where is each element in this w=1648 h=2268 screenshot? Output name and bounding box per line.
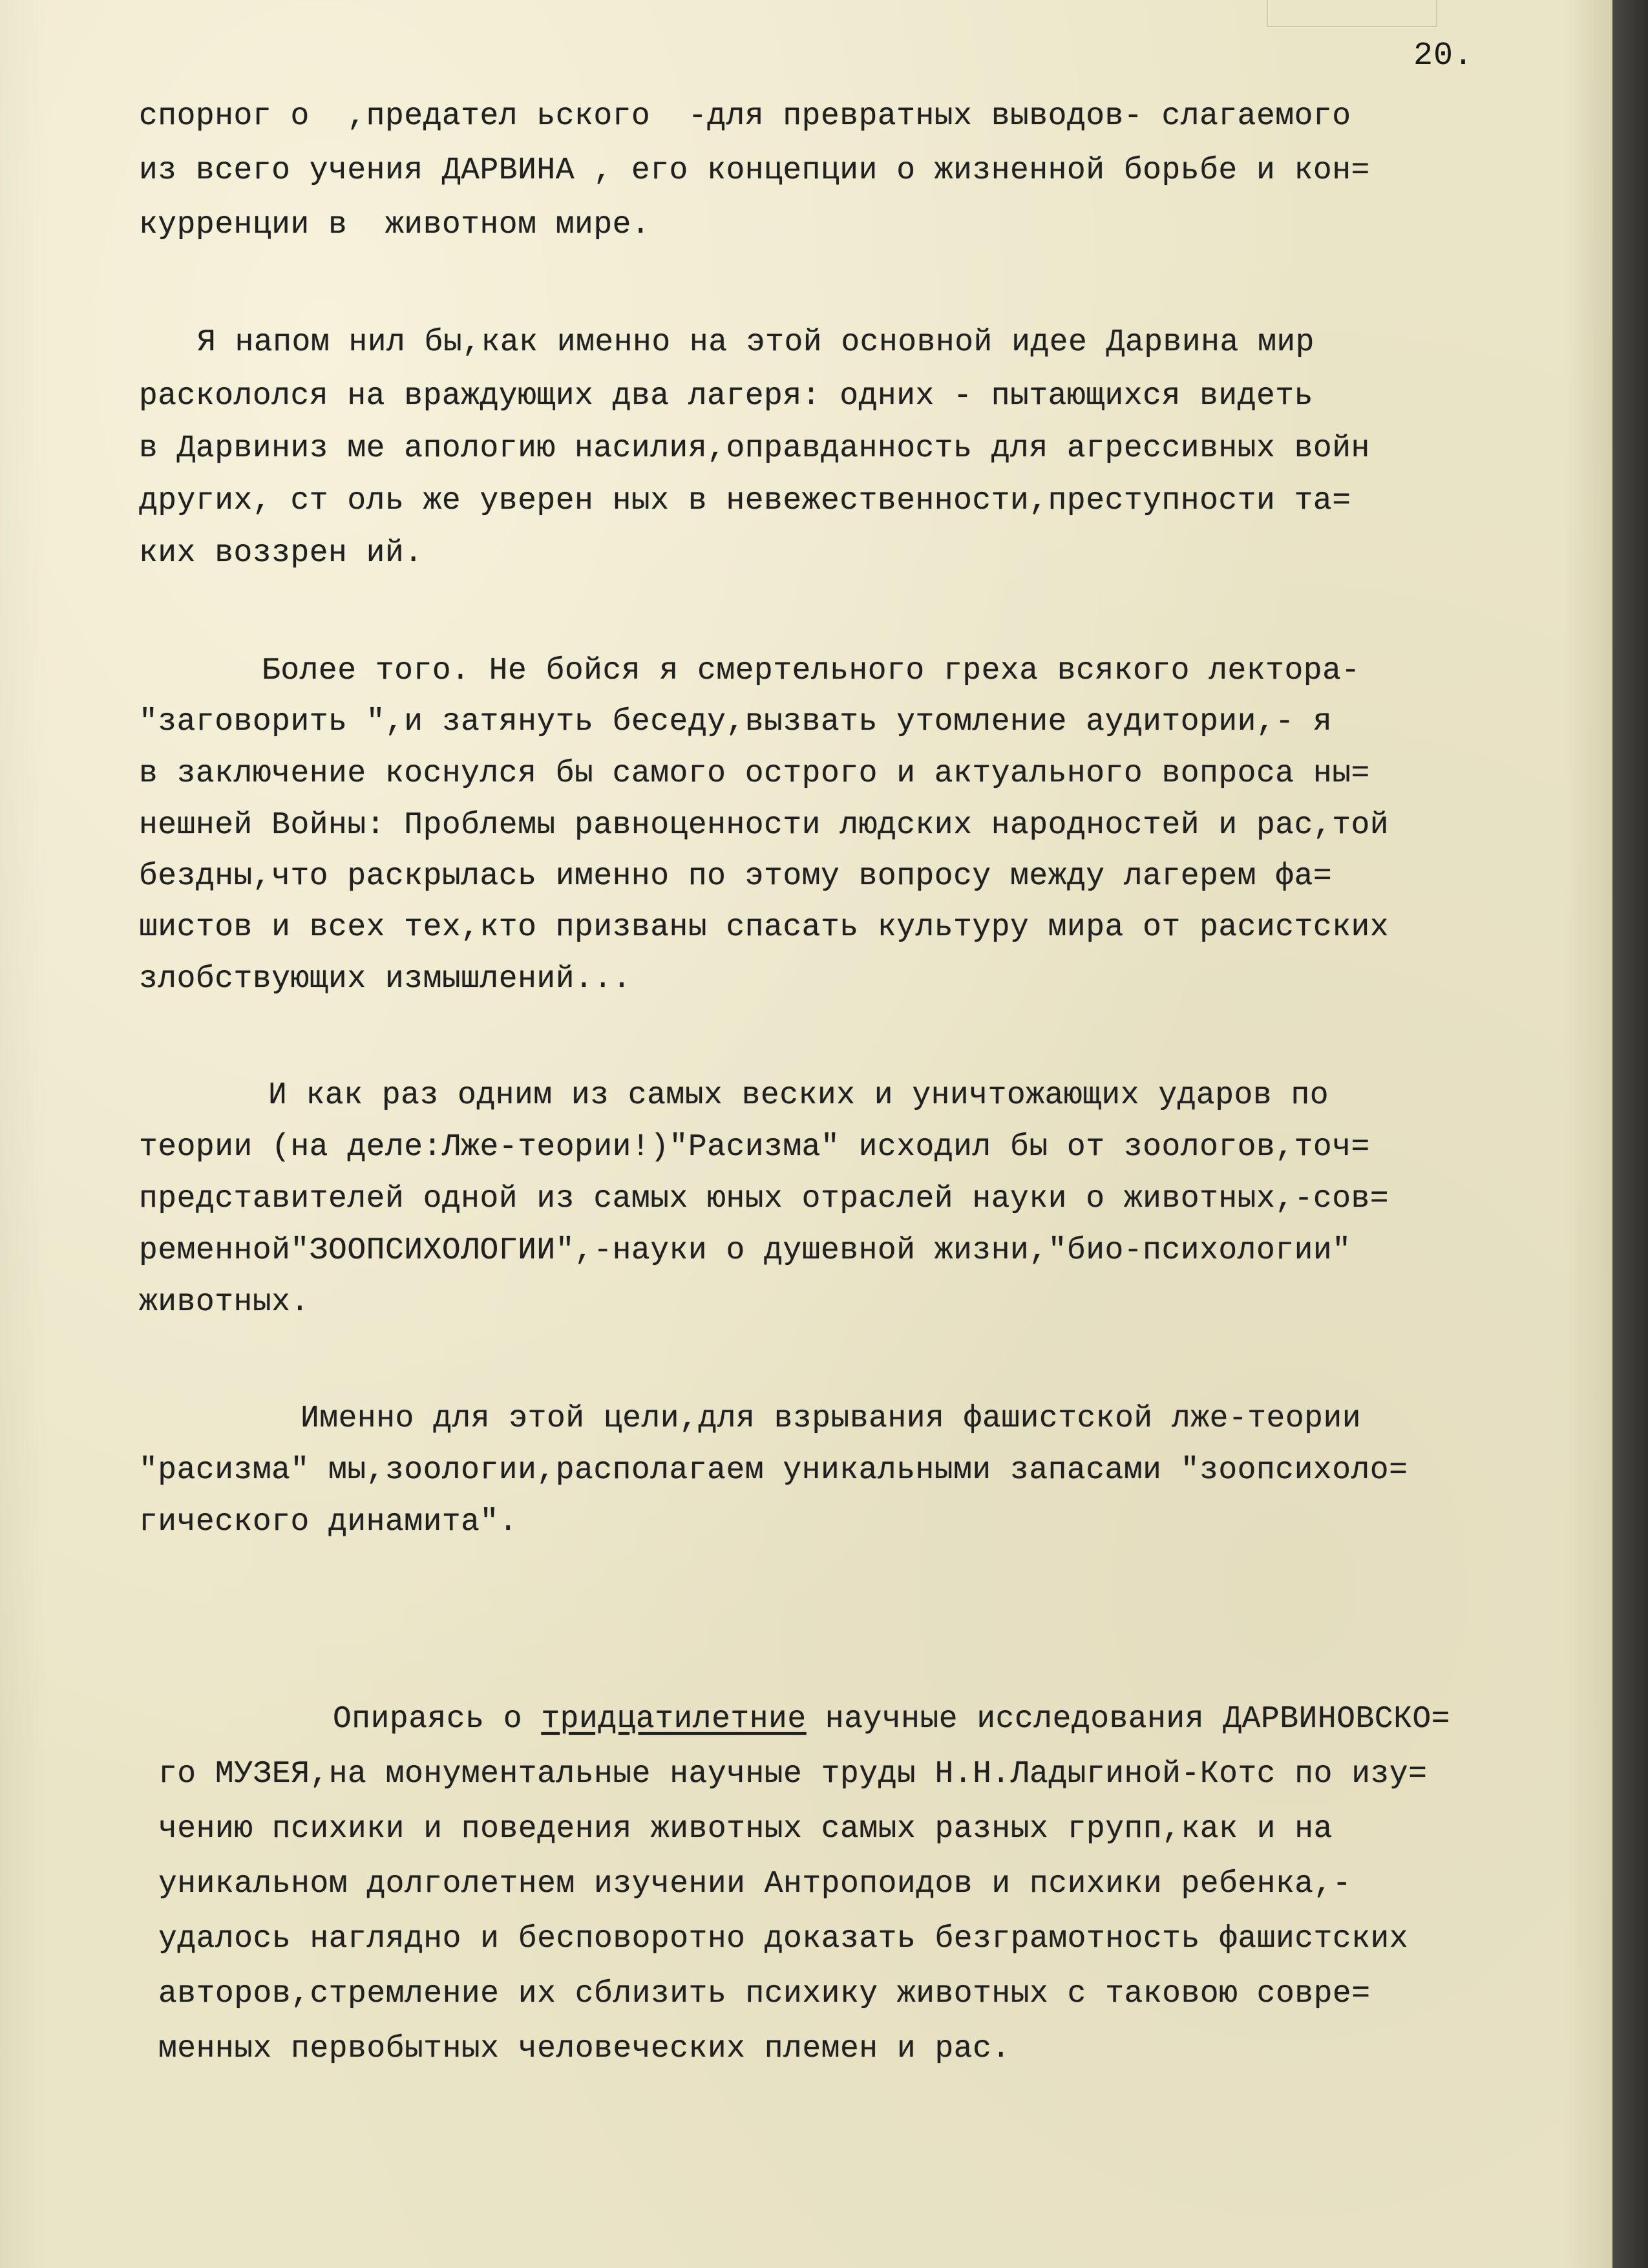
text-line: И как раз одним из самых веских и уничтожающих ударов по bbox=[268, 1078, 1329, 1113]
text-line: курренции в животном мире. bbox=[139, 207, 651, 242]
text-line: "расизма" мы,зоологии,располагаем уникальными запасами "зоопсихоло= bbox=[139, 1453, 1408, 1488]
text-line: теории (на деле:Лже-теории!)"Расизма" исходил бы от зоологов,точ= bbox=[139, 1130, 1370, 1165]
text-line: ких воззрен ий. bbox=[139, 536, 423, 571]
text-line: из всего учения ДАРВИНА , его концепции о жизненной борьбе и кон= bbox=[139, 153, 1370, 188]
text-line-end: научные исследования ДАРВИНОВСКО= bbox=[806, 1702, 1450, 1737]
text-line: уникальном долголетнем изучении Антропоидов и психики ребенка,- bbox=[158, 1867, 1352, 1902]
text-line: Я напом нил бы,как именно на этой основной идее Дарвина мир bbox=[197, 325, 1315, 360]
text-line: спорног о ,предател ьского -для превратных выводов- слагаемого bbox=[139, 99, 1351, 134]
page-number: 20. bbox=[1413, 37, 1474, 74]
text-line: в заключение коснулся бы самого острого и актуального вопроса ны= bbox=[139, 756, 1370, 791]
text-line: шистов и всех тех,кто призваны спасать культуру мира от расистских bbox=[139, 910, 1389, 945]
text-line bbox=[333, 1700, 1450, 1739]
text-line: представителей одной из самых юных отраслей науки о животных,-сов= bbox=[139, 1182, 1389, 1216]
scan-background-edge bbox=[1612, 0, 1648, 2268]
text-line: Более того. Не бойся я смертельного греха всякого лектора- bbox=[262, 653, 1360, 688]
text-line-start: Опираясь о bbox=[333, 1702, 542, 1737]
text-line: бездны,что раскрылась именно по этому вопросу между лагерем фа= bbox=[139, 859, 1333, 894]
text-line: чению психики и поведения животных самых разных групп,как и на bbox=[158, 1812, 1333, 1847]
text-line: Именно для этой цели,для взрывания фашистской лже-теории bbox=[301, 1401, 1362, 1436]
archive-stamp-mark bbox=[1267, 0, 1437, 27]
text-line: раскололся на враждующих два лагеря: одних - пытающихся видеть bbox=[139, 379, 1313, 414]
text-line: животных. bbox=[139, 1285, 310, 1320]
text-line: менных первобытных человеческих племен и рас. bbox=[158, 2031, 1011, 2066]
text-line: других, ст оль же уверен ных в невежественности,преступности та= bbox=[139, 483, 1351, 518]
text-line: го МУЗЕЯ,на монументальные научные труды Н.Н.Ладыгиной-Котс по изу= bbox=[158, 1757, 1428, 1792]
text-line: гического динамита". bbox=[139, 1505, 518, 1540]
text-line: нешней Войны: Проблемы равноценности людских народностей и рас,той bbox=[139, 808, 1389, 843]
text-line: авторов,стремление их сблизить психику животных с таковою совре= bbox=[158, 1977, 1371, 2011]
text-line: удалось наглядно и бесповоротно доказать безграмотность фашистских bbox=[158, 1922, 1409, 1956]
text-line: злобствующих измышлений... bbox=[139, 962, 631, 997]
text-line: в Дарвиниз ме апологию насилия,оправданность для агрессивных войн bbox=[139, 431, 1370, 466]
text-line: ременной"ЗООПСИХОЛОГИИ",-науки о душевной жизни,"био-психологии" bbox=[139, 1233, 1351, 1268]
underlined-word: тридцатилетние bbox=[541, 1702, 807, 1737]
text-line: "заговорить ",и затянуть беседу,вызвать утомление аудитории,- я bbox=[139, 705, 1333, 739]
